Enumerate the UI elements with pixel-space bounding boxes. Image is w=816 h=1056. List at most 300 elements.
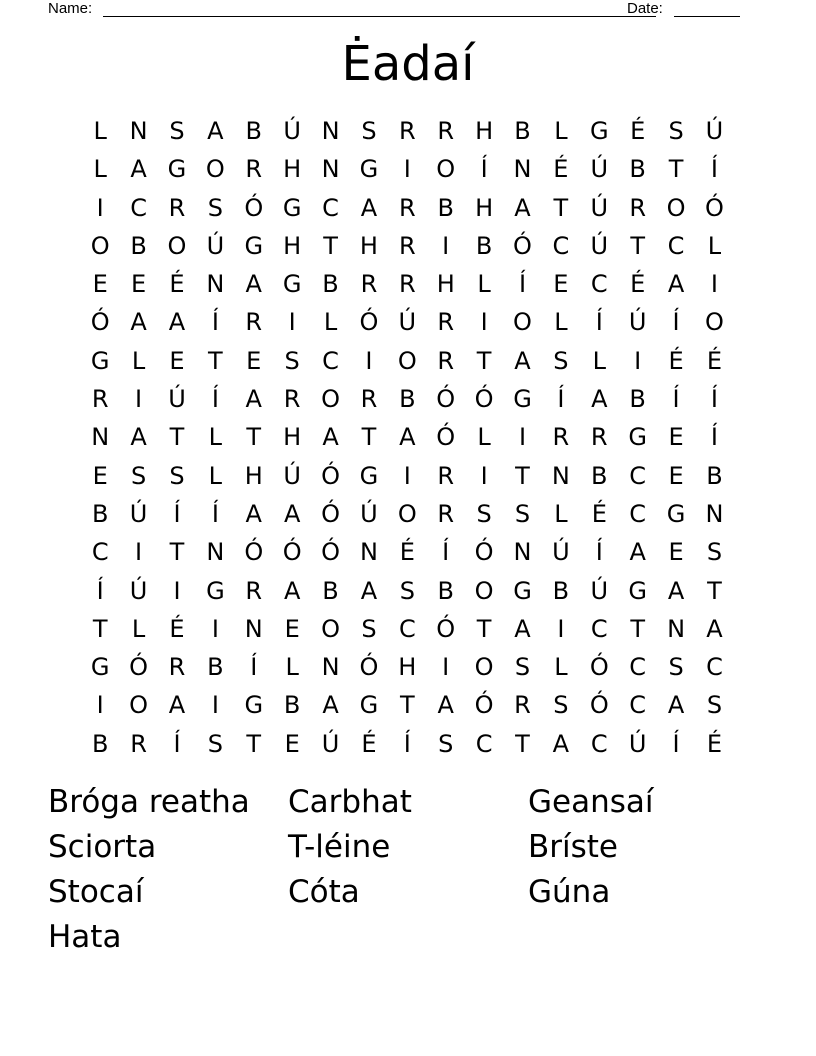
grid-cell: C	[629, 499, 647, 528]
grid-cell: R	[552, 423, 570, 452]
grid-cell: Í	[96, 576, 104, 605]
grid-cell: B	[629, 155, 646, 184]
grid-cell: C	[590, 614, 608, 643]
grid-cell: I	[173, 576, 181, 605]
grid-cell: E	[131, 270, 147, 299]
grid-cell: H	[475, 193, 494, 222]
worksheet-header	[48, 0, 748, 20]
grid-cell: A	[437, 691, 454, 720]
grid-cell: A	[322, 691, 339, 720]
grid-cell: N	[244, 614, 263, 643]
grid-cell: Ó	[436, 385, 456, 414]
grid-cell: A	[168, 308, 186, 337]
grid-cell: A	[168, 691, 186, 720]
grid-cell: Ó	[359, 653, 379, 682]
grid-cell: G	[244, 231, 264, 260]
grid-cell: S	[207, 193, 223, 222]
grid-cell: É	[668, 346, 684, 375]
grid-cell: N	[129, 117, 148, 145]
grid-cell: B	[475, 231, 493, 260]
grid-cell: Í	[403, 729, 411, 758]
grid-cell: E	[246, 346, 262, 375]
grid-cell: L	[477, 423, 491, 452]
grid-cell: B	[91, 499, 109, 528]
grid-cell: Í	[211, 385, 219, 414]
grid-cell: A	[706, 614, 723, 643]
grid-cell: R	[398, 193, 416, 222]
grid-cell: R	[130, 729, 147, 758]
grid-cell: E	[169, 346, 185, 375]
grid-cell: Ó	[589, 691, 609, 720]
grid-cell: E	[92, 270, 108, 299]
word-list-item: Geansaí	[528, 784, 654, 820]
grid-cell: R	[437, 308, 455, 337]
word-list-item: T-léine	[288, 829, 391, 865]
grid-cell: Í	[595, 538, 603, 567]
grid-cell: C	[629, 691, 647, 720]
grid-cell: T	[246, 729, 262, 758]
grid-cell: S	[553, 691, 569, 720]
grid-cell: O	[90, 231, 110, 260]
grid-cell: Í	[710, 423, 718, 452]
grid-cell: Ó	[705, 193, 724, 222]
grid-cell: G	[589, 117, 609, 145]
grid-cell: Ú	[168, 385, 186, 414]
grid-cell: B	[130, 231, 147, 260]
grid-cell: G	[628, 423, 647, 452]
grid-cell: Ú	[552, 538, 570, 567]
grid-cell: A	[245, 499, 262, 528]
grid-cell: A	[667, 270, 685, 299]
grid-cell: C	[590, 729, 608, 758]
grid-cell: L	[554, 499, 568, 528]
grid-cell: E	[668, 461, 684, 490]
grid-cell: R	[168, 193, 186, 222]
grid-cell: N	[206, 270, 225, 299]
grid-cell: S	[438, 729, 454, 758]
grid-cell: Í	[211, 308, 219, 337]
name-label: Name:	[48, 0, 93, 17]
grid-cell: G	[513, 576, 532, 605]
grid-cell: R	[590, 423, 608, 452]
grid-cell: C	[706, 653, 723, 682]
grid-cell: Ó	[90, 308, 110, 337]
grid-cell: G	[244, 691, 264, 720]
grid-cell: T	[707, 576, 722, 605]
grid-cell: É	[706, 346, 723, 375]
grid-cell: N	[321, 117, 340, 145]
grid-cell: A	[283, 499, 301, 528]
grid-cell: T	[323, 231, 338, 260]
grid-cell: Ú	[398, 308, 417, 337]
grid-cell: É	[169, 270, 185, 299]
grid-cell: S	[476, 499, 492, 528]
word-list-item: Bríste	[528, 829, 619, 865]
grid-cell: C	[91, 538, 109, 567]
grid-cell: I	[557, 614, 565, 643]
grid-cell: N	[705, 499, 724, 528]
grid-cell: Í	[595, 308, 603, 337]
grid-cell: R	[398, 231, 416, 260]
grid-cell: S	[553, 346, 569, 375]
grid-cell: T	[515, 461, 530, 490]
grid-cell: T	[630, 231, 645, 260]
grid-cell: T	[92, 614, 108, 643]
grid-cell: G	[359, 691, 379, 720]
grid-cell: L	[208, 423, 223, 452]
grid-cell: Ú	[283, 117, 301, 145]
grid-cell: Ó	[129, 653, 149, 682]
grid-cell: S	[706, 691, 723, 720]
grid-cell: T	[476, 346, 492, 375]
grid-cell: Ó	[321, 538, 340, 567]
grid-cell: C	[590, 270, 608, 299]
grid-cell: N	[359, 538, 378, 567]
grid-cell: E	[668, 538, 684, 567]
grid-cell: B	[322, 576, 339, 605]
grid-cell: R	[168, 653, 186, 682]
grid-cell: Ó	[244, 193, 264, 222]
grid-cell: T	[399, 691, 415, 720]
grid-cell: Í	[250, 653, 258, 682]
grid-cell: I	[288, 308, 296, 337]
grid-cell: C	[629, 653, 647, 682]
grid-cell: B	[91, 729, 109, 758]
grid-cell: Í	[710, 385, 718, 414]
grid-cell: E	[553, 270, 569, 299]
grid-cell: B	[207, 653, 224, 682]
grid-cell: O	[321, 385, 340, 414]
date-line	[674, 16, 740, 17]
grid-cell: O	[397, 346, 417, 375]
grid-cell: B	[591, 461, 608, 490]
grid-cell: H	[244, 461, 263, 490]
grid-cell: H	[283, 423, 302, 452]
grid-cell: Ú	[206, 231, 225, 260]
grid-cell: T	[630, 614, 645, 643]
grid-cell: L	[285, 653, 299, 682]
grid-cell: R	[91, 385, 109, 414]
grid-cell: L	[93, 155, 107, 184]
grid-cell: E	[284, 729, 300, 758]
grid-cell: B	[399, 385, 416, 414]
grid-cell: Ó	[474, 538, 494, 567]
grid-cell: E	[668, 423, 684, 452]
grid-cell: L	[707, 231, 722, 260]
grid-cell: R	[360, 270, 378, 299]
grid-cell: G	[359, 461, 379, 490]
word-list-item: Bróga reatha	[48, 784, 250, 820]
grid-cell: R	[437, 461, 455, 490]
grid-cell: A	[360, 193, 378, 222]
grid-cell: É	[630, 117, 646, 145]
grid-cell: I	[135, 538, 143, 567]
grid-cell: I	[480, 308, 488, 337]
grid-cell: Ó	[244, 538, 264, 567]
grid-cell: A	[130, 423, 147, 452]
grid-cell: Ó	[436, 614, 456, 643]
grid-cell: S	[706, 538, 723, 567]
grid-cell: N	[91, 423, 110, 452]
grid-cell: O	[397, 499, 417, 528]
grid-cell: G	[282, 193, 302, 222]
word-list	[48, 780, 768, 960]
grid-cell: Í	[173, 729, 181, 758]
grid-cell: A	[245, 270, 262, 299]
grid-cell: I	[442, 653, 450, 682]
grid-cell: L	[208, 461, 223, 490]
grid-cell: I	[442, 231, 450, 260]
grid-cell: G	[282, 270, 302, 299]
grid-cell: Ó	[359, 308, 379, 337]
grid-cell: I	[96, 691, 104, 720]
grid-cell: E	[284, 614, 300, 643]
grid-cell: R	[245, 308, 263, 337]
grid-cell: C	[398, 614, 416, 643]
grid-cell: C	[322, 193, 339, 222]
grid-cell: A	[591, 385, 608, 414]
grid-cell: Í	[480, 155, 488, 184]
grid-cell: T	[169, 538, 185, 567]
grid-cell: A	[667, 691, 685, 720]
grid-cell: T	[668, 155, 684, 184]
word-list-item: Hata	[48, 919, 122, 955]
grid-cell: B	[245, 117, 262, 145]
grid-cell: O	[129, 691, 149, 720]
grid-cell: A	[514, 193, 531, 222]
grid-cell: G	[167, 155, 187, 184]
grid-cell: S	[361, 117, 377, 145]
grid-cell: C	[629, 461, 647, 490]
grid-cell: É	[591, 499, 607, 528]
grid-cell: N	[321, 653, 340, 682]
grid-cell: O	[705, 308, 724, 337]
name-line	[103, 16, 656, 17]
grid-cell: H	[283, 155, 302, 184]
grid-cell: Ú	[628, 308, 647, 337]
grid-cell: Ú	[590, 193, 609, 222]
grid-cell: N	[667, 614, 686, 643]
grid-cell: N	[551, 461, 570, 490]
grid-cell: O	[474, 576, 494, 605]
grid-cell: L	[554, 653, 568, 682]
grid-cell: Ó	[589, 653, 609, 682]
grid-cell: H	[436, 270, 455, 299]
grid-cell: Ú	[590, 155, 609, 184]
grid-cell: O	[666, 193, 686, 222]
grid-cell: O	[205, 155, 225, 184]
grid-cell: Ú	[590, 231, 609, 260]
grid-cell: T	[476, 614, 492, 643]
grid-cell: B	[629, 385, 646, 414]
grid-cell: C	[130, 193, 147, 222]
grid-cell: T	[515, 729, 530, 758]
grid-cell: Ú	[129, 576, 148, 605]
grid-cell: C	[552, 231, 570, 260]
grid-cell: R	[437, 499, 455, 528]
grid-cell: L	[131, 614, 146, 643]
grid-cell: R	[245, 155, 263, 184]
grid-cell: T	[361, 423, 377, 452]
grid-cell: É	[630, 270, 646, 299]
grid-cell: T	[208, 346, 223, 375]
grid-cell: Í	[557, 385, 565, 414]
grid-cell: Ú	[129, 499, 148, 528]
grid-cell: A	[514, 614, 531, 643]
grid-cell: S	[514, 653, 531, 682]
grid-cell: Ó	[474, 385, 494, 414]
grid-cell: R	[514, 691, 531, 720]
grid-cell: O	[513, 308, 532, 337]
grid-cell: T	[246, 423, 262, 452]
grid-cell: S	[207, 729, 223, 758]
grid-cell: Í	[672, 729, 680, 758]
grid-cell: I	[634, 346, 642, 375]
grid-cell: É	[169, 614, 185, 643]
grid-cell: C	[322, 346, 339, 375]
grid-cell: S	[169, 461, 185, 490]
grid-cell: G	[206, 576, 225, 605]
grid-cell: A	[360, 576, 378, 605]
grid-cell: L	[554, 308, 568, 337]
grid-cell: B	[514, 117, 531, 145]
grid-cell: R	[398, 117, 416, 145]
grid-cell: R	[360, 385, 378, 414]
grid-cell: É	[361, 729, 377, 758]
word-list-item: Stocaí	[48, 874, 144, 910]
grid-cell: T	[169, 423, 185, 452]
grid-cell: N	[206, 538, 225, 567]
grid-cell: O	[321, 614, 340, 643]
grid-cell: Ó	[321, 461, 340, 490]
grid-cell: Í	[173, 499, 181, 528]
grid-cell: A	[552, 729, 570, 758]
grid-cell: S	[399, 576, 415, 605]
grid-cell: E	[92, 461, 108, 490]
grid-cell: B	[706, 461, 723, 490]
grid-cell: R	[629, 193, 646, 222]
grid-cell: É	[706, 729, 723, 758]
grid-cell: B	[552, 576, 570, 605]
grid-cell: A	[130, 155, 147, 184]
grid-cell: S	[284, 346, 300, 375]
letter-grid	[81, 112, 734, 763]
grid-cell: L	[93, 117, 107, 145]
grid-cell: G	[90, 653, 110, 682]
grid-cell: Í	[211, 499, 219, 528]
grid-cell: A	[667, 576, 685, 605]
grid-cell: R	[245, 576, 263, 605]
grid-cell: N	[321, 155, 340, 184]
grid-cell: R	[398, 270, 416, 299]
grid-cell: A	[514, 346, 531, 375]
grid-cell: A	[245, 385, 262, 414]
grid-cell: C	[475, 729, 493, 758]
grid-cell: C	[667, 231, 685, 260]
grid-cell: A	[207, 117, 224, 145]
grid-cell: O	[474, 653, 494, 682]
grid-cell: Ó	[436, 423, 456, 452]
grid-cell: S	[668, 117, 684, 145]
grid-cell: I	[96, 193, 104, 222]
grid-cell: O	[436, 155, 456, 184]
grid-cell: Ó	[513, 231, 532, 260]
grid-cell: Í	[672, 308, 680, 337]
grid-cell: G	[513, 385, 532, 414]
date-label: Date:	[627, 0, 663, 17]
word-list-item: Carbhat	[288, 784, 412, 820]
grid-cell: S	[130, 461, 147, 490]
grid-cell: T	[553, 193, 569, 222]
grid-cell: A	[130, 308, 147, 337]
grid-cell: B	[437, 193, 454, 222]
grid-cell: A	[322, 423, 339, 452]
grid-cell: L	[477, 270, 491, 299]
grid-cell: S	[668, 653, 684, 682]
grid-cell: A	[399, 423, 416, 452]
grid-cell: G	[628, 576, 647, 605]
grid-cell: N	[513, 155, 532, 184]
grid-cell: G	[90, 346, 110, 375]
grid-cell: G	[359, 155, 379, 184]
grid-cell: Ú	[360, 499, 378, 528]
grid-cell: B	[322, 270, 339, 299]
grid-cell: Í	[518, 270, 527, 299]
grid-cell: N	[513, 538, 532, 567]
grid-cell: S	[361, 614, 377, 643]
grid-cell: L	[592, 346, 606, 375]
grid-cell: O	[167, 231, 187, 260]
grid-cell: Í	[710, 155, 718, 184]
grid-cell: I	[211, 614, 219, 643]
grid-cell: I	[710, 270, 718, 299]
grid-cell: H	[359, 231, 378, 260]
grid-cell: Ó	[474, 691, 494, 720]
grid-cell: Ó	[321, 499, 340, 528]
grid-cell: É	[399, 538, 415, 567]
grid-cell: I	[211, 691, 219, 720]
grid-cell: G	[666, 499, 686, 528]
grid-cell: L	[554, 117, 568, 145]
page-title: Ėadaí	[341, 36, 475, 92]
grid-cell: H	[475, 117, 494, 145]
word-list-item: Sciorta	[48, 829, 157, 865]
grid-cell: H	[283, 231, 302, 260]
grid-cell: A	[629, 538, 646, 567]
grid-cell: I	[518, 423, 527, 452]
grid-cell: Í	[672, 385, 680, 414]
grid-cell: Ú	[705, 117, 724, 145]
grid-cell: É	[553, 155, 569, 184]
grid-cell: R	[283, 385, 301, 414]
grid-cell: Í	[442, 538, 450, 567]
grid-cell: Ú	[628, 729, 647, 758]
grid-cell: L	[323, 308, 338, 337]
grid-cell: Ó	[282, 538, 302, 567]
grid-cell: R	[437, 117, 455, 145]
word-list-item: Gúna	[528, 874, 611, 910]
grid-cell: Ú	[283, 461, 301, 490]
grid-cell: A	[283, 576, 301, 605]
grid-cell: I	[135, 385, 143, 414]
grid-cell: I	[365, 346, 373, 375]
grid-cell: B	[283, 691, 301, 720]
grid-cell: R	[437, 346, 455, 375]
grid-cell: B	[437, 576, 454, 605]
grid-cell: I	[480, 461, 488, 490]
grid-cell: I	[403, 155, 411, 184]
grid-cell: S	[514, 499, 531, 528]
